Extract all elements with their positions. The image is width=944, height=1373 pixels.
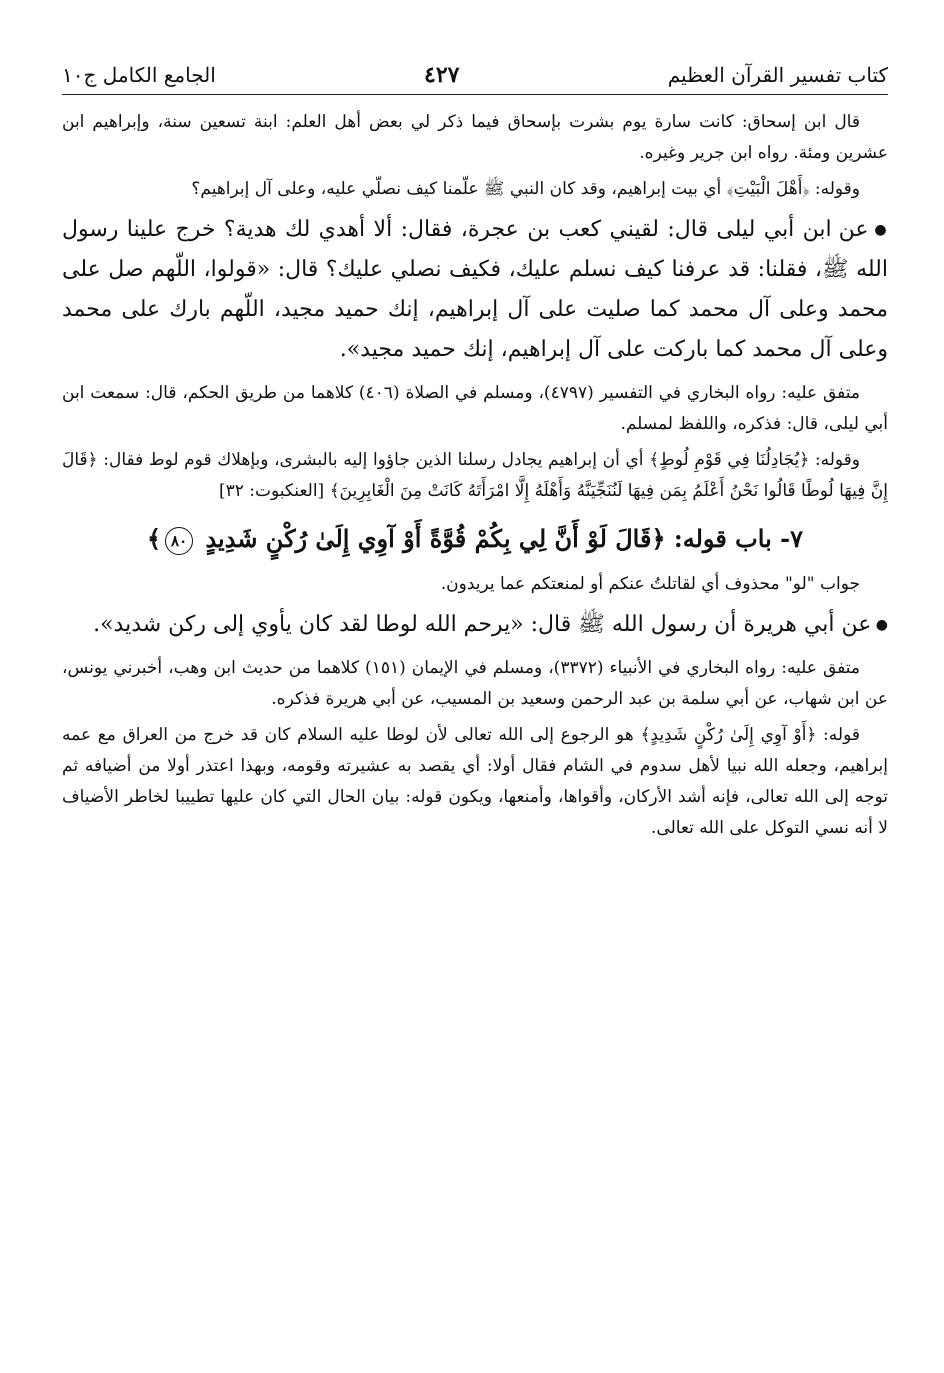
book-page bbox=[62, 58, 888, 849]
takhrij-1: متفق عليه: رواه البخاري في التفسير (٤٧٩٧)، ومسلم في الصلاة (٤٠٦) كلاهما من طريق الحكم، قال: سمعت ابن أبي ليلى، قال: فذكره، واللفظ لمسلم. bbox=[62, 383, 888, 434]
hadith-salat-ibrahimiyya bbox=[62, 210, 888, 370]
chapter-verse-close: ﴾ bbox=[147, 524, 162, 553]
hadith-text: عن أبي هريرة أن رسول الله ﷺ قال: «يرحم الله لوطا لقد كان يأوي إلى ركن شديد». bbox=[93, 612, 872, 637]
volume-title: الجامع الكامل ج١٠ bbox=[62, 63, 216, 87]
chapter-verse: ﴿قَالَ لَوْ أَنَّ لِي بِكُمْ قُوَّةً أَوْ آوِي إِلَىٰ رُكْنٍ شَدِيدٍ bbox=[205, 524, 666, 553]
chapter-heading bbox=[62, 517, 888, 561]
hadith-text: عن ابن أبي ليلى قال: لقيني كعب بن عجرة، فقال: ألا أهدي لك هدية؟ خرج علينا رسول الله ﷺ، فقلنا: قد عرفنا كيف نسلم عليك، فكيف نصلي عليك؟ قال: «قولوا، اللّهم صل على محمد وعلى آل محمد كما صليت على آل إبراهيم، إنك حميد مجيد، اللّهم بارك على محمد وعلى آل محمد كما باركت على آل إبراهيم، إنك حميد مجيد». bbox=[62, 217, 888, 362]
paragraph-ahl-al-bayt: وقوله: ﴿أَهْلَ الْبَيْتِ﴾ أي بيت إبراهيم، وقد كان النبي ﷺ علّمنا كيف نصلّي عليه، وعلى آل إبراهيم؟ bbox=[191, 179, 860, 199]
paragraph-rukn-shadid: قوله: ﴿أَوْ آوِي إِلَىٰ رُكْنٍ شَدِيدٍ﴾ هو الرجوع إلى الله تعالى لأن لوطا عليه السلام كان قد خرج من العراق مع عمه إبراهيم، وجعله الله نبيا لأهل سدوم في الشام فقال أولا: أي يقصد به عشيرته وقومه، وبهذا اعتذر أولا من أضيافه ثم توجه إلى الله تعالى، فإنه أشد الأركان، وأقواها، وأمنعها، ويكون قوله: بيان الحال التي كان عليها تطييبا لخاطر الأضياف لا أنه نسي التوكل على الله تعالى. bbox=[62, 725, 889, 838]
page-header bbox=[62, 58, 888, 92]
chapter-label: ٧- باب قوله: bbox=[673, 524, 803, 553]
takhrij-2: متفق عليه: رواه البخاري في الأنبياء (٣٣٧٢)، ومسلم في الإيمان (١٥١) كلاهما من حديث ابن وهب، أخبرني يونس، عن ابن شهاب، عن أبي سلمة بن عبد الرحمن وسعيد بن المسيب، عن أبي هريرة فذكره. bbox=[62, 658, 888, 709]
hadith-abu-hurayra bbox=[62, 605, 888, 645]
paragraph-jawab-law: جواب "لو" محذوف أي لقاتلتُ عنكم أو لمنعتكم عما يريدون. bbox=[440, 574, 860, 594]
paragraph-ibn-ishaq: قال ابن إسحاق: كانت سارة يوم بشرت بإسحاق فيما ذكر لي بعض أهل العلم: ابنة تسعين سنة، وإبراهيم ابن عشرين ومئة. رواه ابن جرير وغيره. bbox=[62, 112, 888, 163]
page-number: ٤٢٧ bbox=[424, 62, 460, 88]
paragraph-yujadiluna: وقوله: ﴿يُجَادِلُنَا فِي قَوْمِ لُوطٍ﴾ أي أن إبراهيم يجادل رسلنا الذين جاؤوا إليه بالبشرى، وبإهلاك قوم لوط فقال: ﴿قَالَ إِنَّ فِيهَا لُوطًا قَالُوا نَحْنُ أَعْلَمُ بِمَن فِيهَا لَنُنَجِّيَنَّهُ وَأَهْلَهُ إِلَّا امْرَأَتَهُ كَانَتْ مِنَ الْغَابِرِينَ﴾ [العنكبوت: ٣٢] bbox=[62, 450, 888, 501]
book-title: كتاب تفسير القرآن العظيم bbox=[667, 63, 888, 87]
header-rule bbox=[62, 94, 888, 95]
ayah-number-marker: ٨٠ bbox=[165, 527, 193, 555]
